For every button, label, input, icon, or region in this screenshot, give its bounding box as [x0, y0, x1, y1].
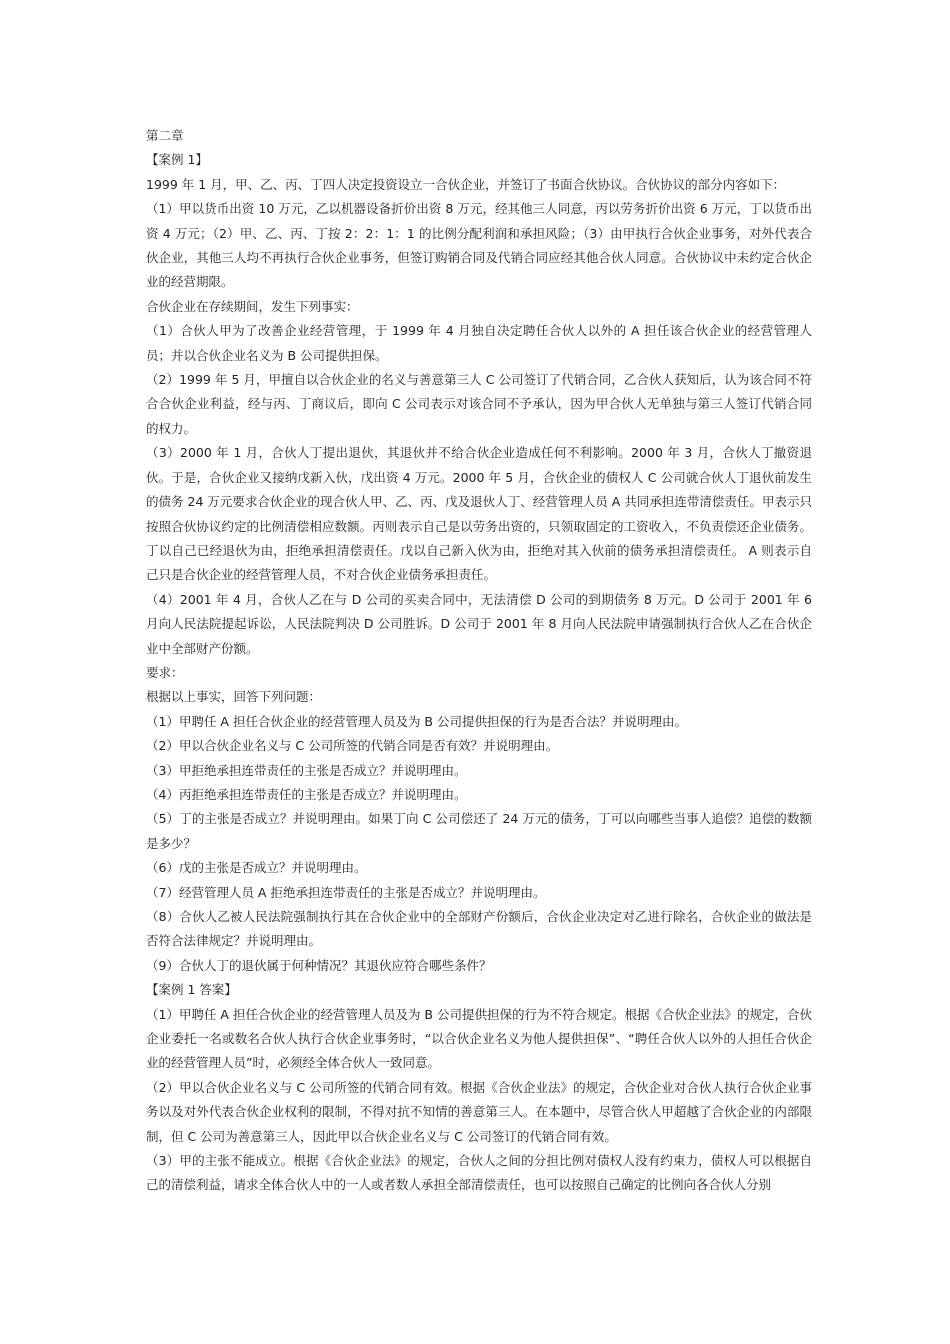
answer-paragraph: （1）甲聘任 A 担任合伙企业的经营管理人员及为 B 公司提供担保的行为不符合规定。根据《合伙企业法》的规定，合伙企业委托一名或数名合伙人执行合伙企业事务时，“以合伙企业名义为他人提供担保”、“聘任合伙人以外的人担任合伙企业的经营管理人员”时，必须经全体合伙人一致同意。 — [146, 1006, 812, 1071]
question-item: （1）甲聘任 A 担任合伙企业的经营管理人员及为 B 公司提供担保的行为是否合法？并说明理由。 — [146, 713, 687, 729]
requirements-label: 要求： — [146, 664, 184, 680]
fact-paragraph: （4）2001 年 4 月，合伙人乙在与 D 公司的买卖合同中，无法清偿 D 公司的到期债务 8 万元。D 公司于 2001 年 6 月向人民法院提起诉讼，人民法院判决 D 公司胜诉。D 公司于 2001 年 8 月向人民法院申请强制执行合伙人乙在合伙企业中全部财产份额。 — [146, 591, 812, 656]
question-item: （3）甲拒绝承担连带责任的主张是否成立？并说明理由。 — [146, 762, 467, 778]
agreement-paragraph: （1）甲以货币出资 10 万元，乙以机器设备折价出资 8 万元，经其他三人同意，丙以劳务折价出资 6 万元，丁以货币出资 4 万元；（2）甲、乙、丙、丁按 2：2：1：1 的比例分配利润和承担风险；（3）由甲执行合伙企业事务，对外代表合伙企业，其他三人均不再执行合伙企业事务，但签订购销合同及代销合同应经其他合伙人同意。合伙协议中未约定合伙企业的经营期限。 — [146, 201, 812, 290]
fact-paragraph: （3）2000 年 1 月，合伙人丁提出退伙，其退伙并不给合伙企业造成任何不利影响。2000 年 3 月，合伙人丁撤资退伙。于是，合伙企业又接纳戊新入伙，戊出资 4 万元。2000 年 5 月，合伙企业的债权人 C 公司就合伙人丁退伙前发生的债务 24 万元要求合伙企业的现合伙人甲、乙、丙、戊及退伙人丁、经营管理人员 A 共同承担连带清偿责任。甲表示只按照合伙协议约定的比例清偿相应数额。丙则表示自己是以劳务出资的，只领取固定的工资收入，不负责偿还企业债务。丁以自己已经退伙为由，拒绝承担清偿责任。戊以自己新入伙为由，拒绝对其入伙前的债务承担清偿责任。 A 则表示自己只是合伙企业的经营管理人员，不对合伙企业债务承担责任。 — [146, 445, 812, 583]
question-item: （4）丙拒绝承担连带责任的主张是否成立？并说明理由。 — [146, 786, 467, 802]
fact-paragraph: （2）1999 年 5 月，甲擅自以合伙企业的名义与善意第三人 C 公司签订了代销合同，乙合伙人获知后，认为该合同不符合合伙企业利益，经与丙、丁商议后，即向 C 公司表示对该合同不予承认，因为甲合伙人无单独与第三人签订代销合同的权力。 — [146, 372, 812, 436]
answer-title: 【案例 1 答案】 — [146, 982, 237, 998]
case-title: 【案例 1】 — [146, 152, 208, 168]
question-item: （8）合伙人乙被人民法院强制执行其在合伙企业中的全部财产份额后，合伙企业决定对乙进行除名，合伙企业的做法是否符合法律规定？并说明理由。 — [146, 909, 812, 949]
question-item: （6）戊的主张是否成立？并说明理由。 — [146, 860, 367, 876]
answer-paragraph: （2）甲以合伙企业名义与 C 公司所签的代销合同有效。根据《合伙企业法》的规定，合伙企业对合伙人执行合伙企业事务以及对外代表合伙企业权利的限制，不得对抗不知情的善意第三人。在本题中，尽管合伙人甲超越了合伙企业的内部限制，但 C 公司为善意第三人，因此甲以合伙企业名义与 C 公司签订的代销合同有效。 — [146, 1079, 812, 1144]
question-item: （7）经营管理人员 A 拒绝承担连带责任的主张是否成立？并说明理由。 — [146, 884, 546, 900]
facts-intro: 合伙企业在存续期间，发生下列事实： — [146, 298, 359, 314]
requirements-intro: 根据以上事实，回答下列问题： — [146, 689, 322, 705]
question-item: （9）合伙人丁的退伙属于何种情况？其退伙应符合哪些条件？ — [146, 957, 492, 973]
fact-paragraph: （1）合伙人甲为了改善企业经营管理，于 1999 年 4 月独自决定聘任合伙人以外的 A 担任该合伙企业的经营管理人员；并以合伙企业名义为 B 公司提供担保。 — [146, 323, 812, 363]
question-item: （5）丁的主张是否成立？并说明理由。如果丁向 C 公司偿还了 24 万元的债务，丁可以向哪些当事人追偿？追偿的数额是多少？ — [146, 811, 812, 851]
answer-paragraph: （3）甲的主张不能成立。根据《合伙企业法》的规定，合伙人之间的分担比例对债权人没有约束力，债权人可以根据自己的清偿利益，请求全体合伙人中的一人或者数人承担全部清偿责任，也可以按照自己确定的比例向各合伙人分别 — [146, 1153, 812, 1193]
document-page — [146, 124, 812, 1198]
chapter-heading: 第二章 — [146, 128, 184, 143]
case-intro: 1999 年 1 月，甲、乙、丙、丁四人决定投资设立一合伙企业，并签订了书面合伙协议。合伙协议的部分内容如下： — [146, 176, 786, 192]
question-item: （2）甲以合伙企业名义与 C 公司所签的代销合同是否有效？并说明理由。 — [146, 738, 559, 754]
